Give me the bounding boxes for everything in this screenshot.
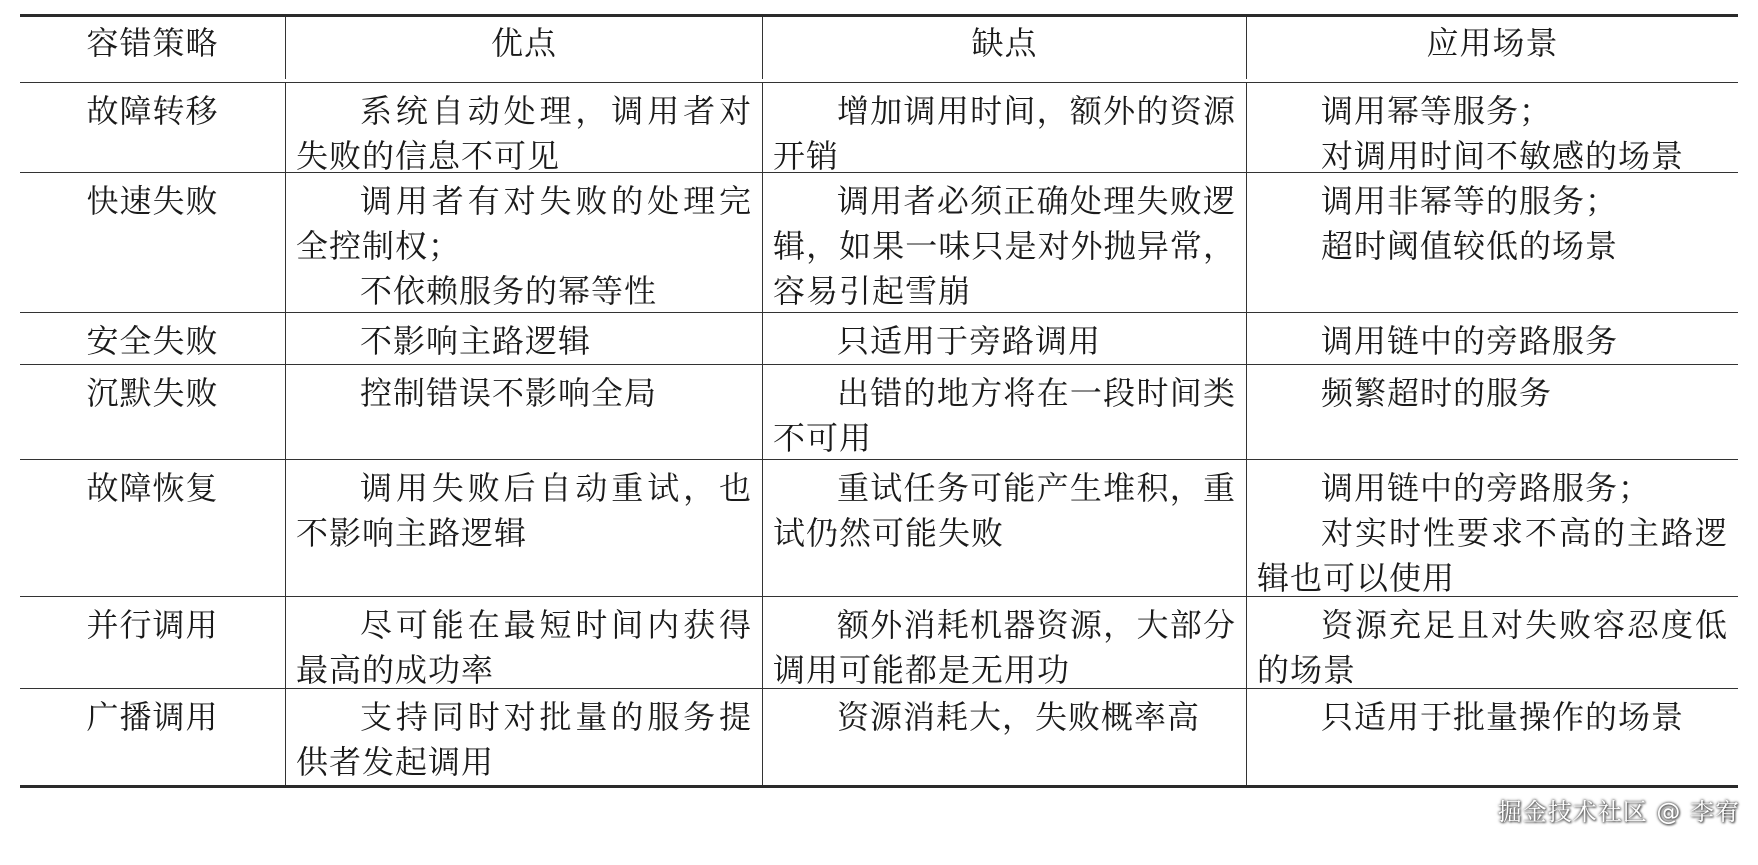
- scenario-text: 只适用于批量操作的场景: [1321, 698, 1685, 736]
- strategy-cell: 故障恢复: [86, 469, 219, 507]
- scenario-text: 频繁超时的服务: [1321, 374, 1553, 412]
- cons-cell: [762, 83, 1246, 175]
- table-row: [20, 689, 1738, 785]
- strategy-cell: 快速失败: [86, 182, 219, 220]
- cons-text: 重试任务可能产生堆积，重试仍然可能失败: [773, 469, 1236, 552]
- cons-text: 资源消耗大，失败概率高: [837, 698, 1201, 736]
- pros-text: 系统自动处理，调用者对失败的信息不可见: [296, 92, 752, 175]
- scenarios-cell: [1246, 460, 1738, 596]
- cons-cell: [762, 313, 1246, 364]
- cons-cell: [762, 365, 1246, 459]
- cons-cell: [762, 460, 1246, 596]
- table-row: [20, 597, 1738, 689]
- scenario-text: 调用非幂等的服务；: [1321, 182, 1619, 220]
- scenario-text: 调用链中的旁路服务；: [1321, 469, 1652, 507]
- table-header-row: [20, 17, 1738, 83]
- pros-text: 不依赖服务的幂等性: [360, 272, 658, 310]
- scenario-text: 超时阈值较低的场景: [1321, 227, 1619, 265]
- scenarios-cell: [1246, 689, 1738, 785]
- scenarios-cell: [1246, 83, 1738, 175]
- scenario-text: 调用幂等服务；: [1321, 92, 1553, 130]
- pros-text: 不影响主路逻辑: [360, 322, 592, 360]
- strategy-cell: 故障转移: [86, 92, 219, 130]
- pros-text: 调用者有对失败的处理完全控制权；: [296, 182, 752, 265]
- header-pros: 优点: [285, 17, 762, 79]
- cons-text: 调用者必须正确处理失败逻辑，如果一味只是对外抛异常，容易引起雪崩: [773, 182, 1236, 310]
- pros-text: 支持同时对批量的服务提供者发起调用: [296, 698, 752, 781]
- scenarios-cell: [1246, 597, 1738, 688]
- scenario-text: 资源充足且对失败容忍度低的场景: [1257, 606, 1728, 689]
- table-row: [20, 173, 1738, 313]
- cons-text: 额外消耗机器资源，大部分调用可能都是无用功: [773, 606, 1236, 689]
- scenario-text: 对实时性要求不高的主路逻辑也可以使用: [1257, 514, 1728, 597]
- pros-cell: [285, 365, 762, 459]
- table-row: [20, 365, 1738, 460]
- cons-text: 出错的地方将在一段时间类不可用: [773, 374, 1236, 457]
- header-scenarios: 应用场景: [1246, 17, 1738, 79]
- table-row: [20, 313, 1738, 365]
- pros-cell: [285, 460, 762, 596]
- pros-text: 调用失败后自动重试，也不影响主路逻辑: [296, 469, 752, 552]
- table-row: [20, 460, 1738, 597]
- pros-text: 控制错误不影响全局: [360, 374, 658, 412]
- pros-cell: [285, 173, 762, 312]
- scenarios-cell: [1246, 365, 1738, 459]
- header-strategy: 容错策略: [86, 24, 219, 62]
- pros-text: 尽可能在最短时间内获得最高的成功率: [296, 606, 752, 689]
- cons-text: 只适用于旁路调用: [837, 322, 1102, 360]
- fault-tolerance-table: [20, 14, 1738, 788]
- scenario-text: 对调用时间不敏感的场景: [1321, 137, 1685, 175]
- header-cons: 缺点: [762, 17, 1246, 79]
- watermark: 掘金技术社区 @ 李宥: [1497, 798, 1740, 826]
- strategy-cell: 并行调用: [86, 606, 219, 644]
- scenarios-cell: [1246, 173, 1738, 312]
- pros-cell: [285, 83, 762, 175]
- cons-cell: [762, 689, 1246, 785]
- pros-cell: [285, 597, 762, 688]
- pros-cell: [285, 313, 762, 364]
- cons-cell: [762, 597, 1246, 688]
- cons-cell: [762, 173, 1246, 312]
- scenarios-cell: [1246, 313, 1738, 364]
- strategy-cell: 广播调用: [86, 698, 219, 736]
- table-row: [20, 83, 1738, 173]
- cons-text: 增加调用时间，额外的资源开销: [773, 92, 1236, 175]
- strategy-cell: 安全失败: [86, 322, 219, 360]
- pros-cell: [285, 689, 762, 785]
- strategy-cell: 沉默失败: [86, 374, 219, 412]
- scenario-text: 调用链中的旁路服务: [1321, 322, 1619, 360]
